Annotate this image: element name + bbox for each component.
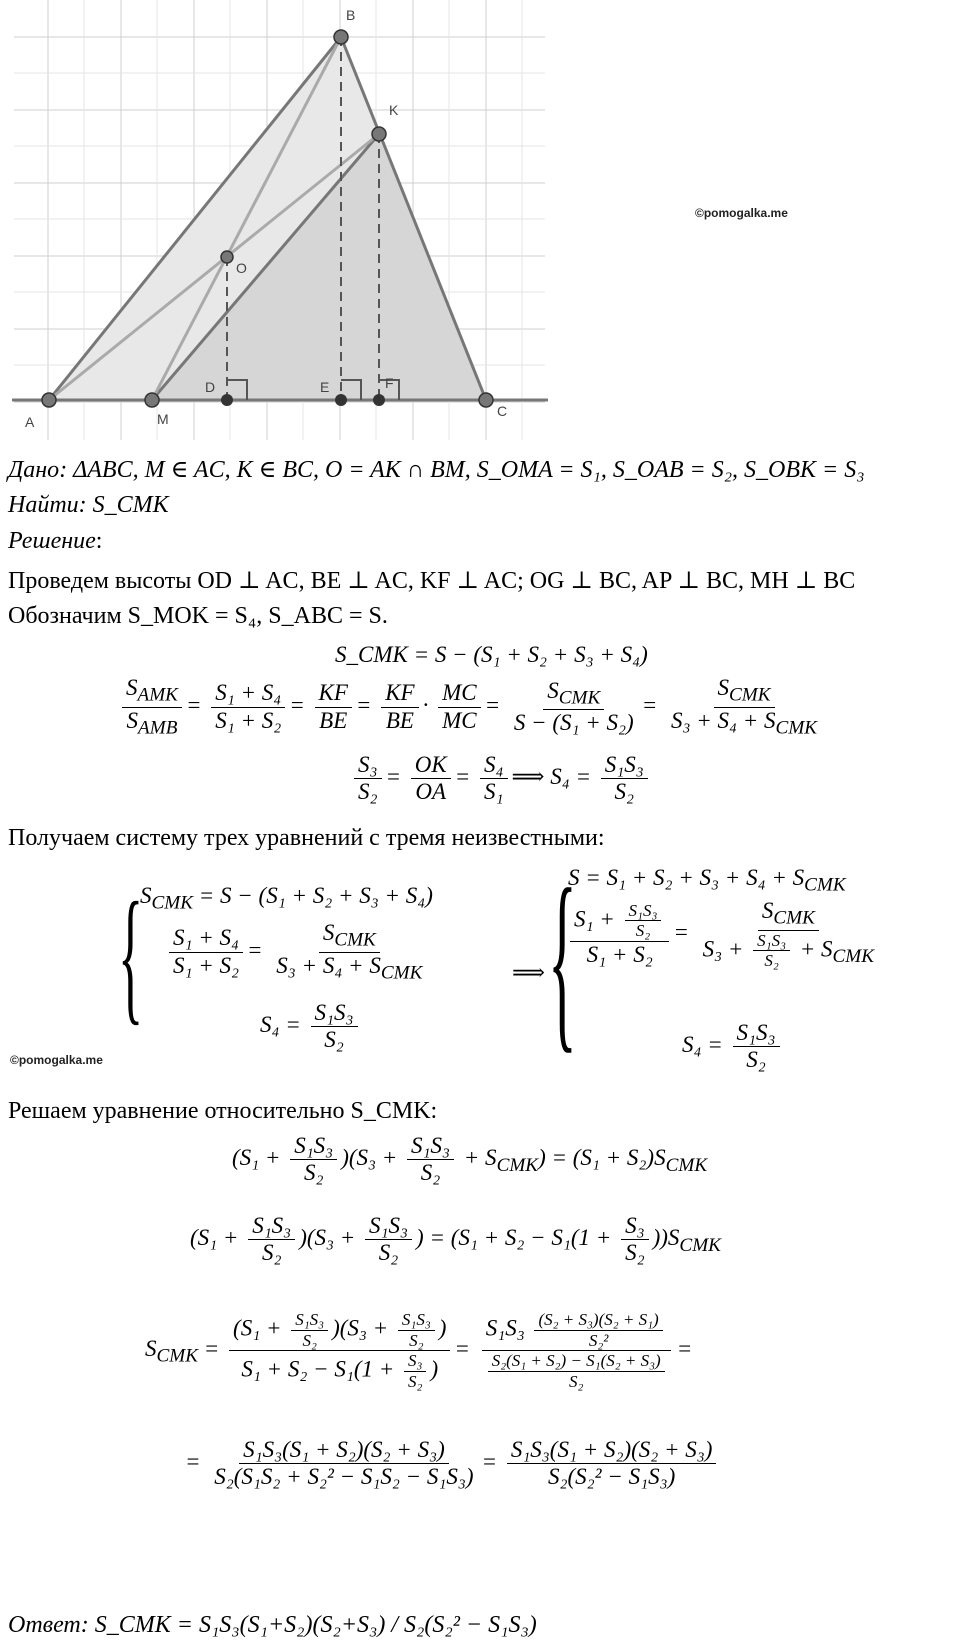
left-brace: {	[118, 872, 144, 1038]
altitudes-line: Проведем высоты OD ⊥ AC, BE ⊥ AC, KF ⊥ AC; OG ⊥ BC, AP ⊥ BC, MH ⊥ BC	[8, 568, 856, 594]
label-a: A	[25, 414, 35, 430]
solve-intro: Решаем уравнение относительно S_CMK:	[8, 1098, 438, 1124]
label-m: M	[157, 411, 169, 427]
system-left-eq1: $S_{CMK} = S - (S_1 + S_2 + S_3 + S_4)$	[140, 883, 433, 914]
equation-step-2: (S₁ + $\frac{\text{S₁S₃}}{\text{S₂}}$ )(S₃ + $\frac{\text{S₁S₃}}{\text{S₂}}$ ) = (S₁ + S₂ − S₁(1 + $\frac{\text{S₃}}{\text{S₂}}$ ))$S_{CMK}$	[190, 1213, 721, 1266]
find-line	[8, 492, 169, 519]
label-d: D	[205, 379, 216, 395]
label-o: O	[236, 260, 247, 276]
label-k: K	[389, 102, 399, 118]
find-text: : S_CMK	[78, 492, 169, 518]
equation-step-3: $S_{CMK}$ = (S₁ + $\frac{\text{S₁S₃}}{\text{S₂}}$ )(S₃ + $\frac{\text{S₁S₃}}{\text{S₂}}$ ) S₁ + S₂ − S₁(1 + $\frac{\text{S₃}}{\text{S₂}}$ ) = S₁S₃ $\frac{\text{(S₂ + S₃)(S₂ + S₁)}}{\text{S₂²}}$ $\frac{\text{S₂(S₁ + S₂) − S₁(S₂ + S₃)}}{\text{S₂}}$ =	[145, 1310, 693, 1391]
label-b: B	[346, 7, 356, 23]
system-left-eq2: $\frac{\text{S₁ + S₄}}{\text{S₁ + S₂}}$ = $\frac{S_{CMK}}{S_3 + S_4 + S_{CMK}}$	[165, 920, 430, 984]
answer-label: Ответ	[8, 1612, 81, 1638]
equation-1: S_CMK = S − (S₁ + S₂ + S₃ + S₄)	[335, 642, 648, 667]
label-f: F	[385, 375, 394, 391]
label-c: C	[497, 403, 508, 419]
label-e: E	[320, 379, 330, 395]
system-left-eq3: S₄ = $\frac{\text{S₁S₃}}{\text{S₂}}$	[260, 1000, 362, 1054]
system-intro: Получаем систему трех уравнений с тремя неизвестными:	[8, 825, 605, 851]
find-label: Найти	[8, 492, 79, 518]
given-label: Дано	[8, 457, 60, 483]
right-brace: {	[548, 849, 577, 1070]
watermark-bottom: ©pomogalka.me	[10, 1053, 103, 1067]
system-right-eq2: S₁ + $\frac{\text{S₁S₃}}{\text{S₂}}$ S₁ + S₂ = $S_{CMK}$ S₃ + $\frac{\text{S₁S₃}}{\text{S₂}}$ + $S_{CMK}$	[566, 898, 882, 971]
solution-label: Решение	[8, 528, 96, 554]
equation-step-1: (S₁ + $\frac{\text{S₁S₃}}{\text{S₂}}$ )(S₃ + $\frac{\text{S₁S₃}}{\text{S₂}}$ + $S_{CMK}) = (S_1 + S_2)S_{CMK}$	[232, 1133, 708, 1186]
ratio-chain: $\frac{S_{AMK}}{S_{AMB}}$ = $\frac{\text{S₁ + S₄}}{\text{S₁ + S₂}}$ = $\frac{KF}{BE}$ = $\frac{KF}{BE}$ · $\frac{MC}{MC}$ = $\frac{S_{CMK}}{\text{S − (S₁ + S₂)}}$ = $\frac{S_{CMK}}{S_3 + S_4 + S_{CMK}}$	[118, 675, 825, 739]
solution-line: Решение:	[8, 528, 103, 554]
given-line	[8, 455, 865, 484]
geometry-figure	[0, 0, 560, 440]
notation-line: Обозначим S_MOK = S₄, S_ABC = S.	[8, 603, 388, 629]
watermark-top: ©pomogalka.me	[695, 206, 788, 220]
equation-step-4: = $\frac{\text{S₁S₃(S₁ + S₂)(S₂ + S₃)}}{\text{S₂(S₁S₂ + S₂² − S₁S₂ − S₁S₃)}}$ = $\frac{\text{S₁S₃(S₁ + S₂)(S₂ + S₃)}}{\text{S₂(S₂² − S₁S₃)}}$	[185, 1437, 720, 1491]
system-right-eq3: S₄ = $\frac{\text{S₁S₃}}{\text{S₂}}$	[682, 1020, 784, 1074]
implies-arrow: ⟹	[512, 960, 545, 985]
given-text: : ΔABC, M ∈ AC, K ∈ BC, O = AK ∩ BM, S_OMA = S₁, S_OAB = S₂, S_OBK = S₃	[59, 457, 865, 483]
answer-text: : S_CMK = S₁S₃(S₁+S₂)(S₂+S₃) / S₂(S₂² − S₁S₃)	[80, 1612, 537, 1638]
s4-derivation: $\frac{\text{S₃}}{\text{S₂}}$ = $\frac{OK}{OA}$ = $\frac{\text{S₄}}{\text{S₁}}$ ⟹ S₄ = $\frac{\text{S₁S₃}}{\text{S₂}}$	[350, 752, 652, 806]
answer-line	[8, 1612, 537, 1639]
system-right-eq1: $S = S_1 + S_2 + S_3 + S_4 + S_{CMK}$	[568, 865, 846, 896]
